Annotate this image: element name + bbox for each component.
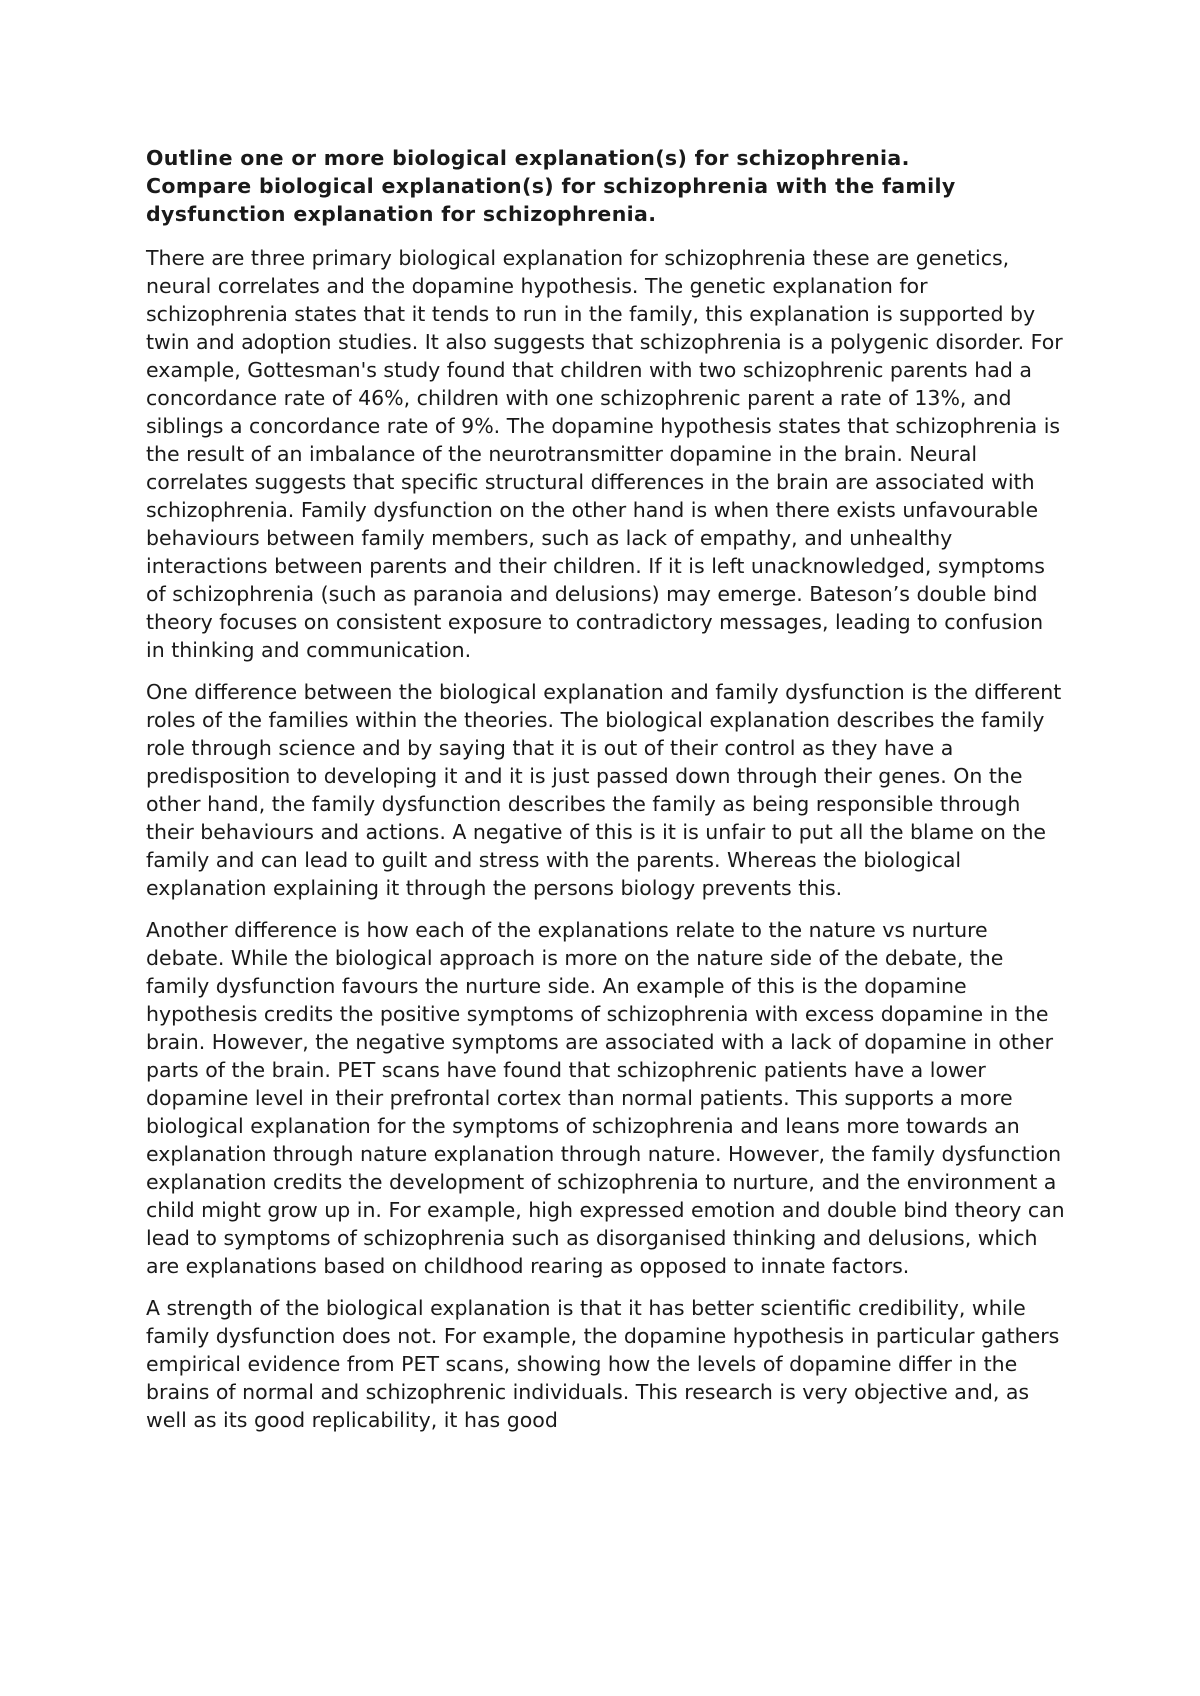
paragraph-nature-nurture: Another difference is how each of the explanations relate to the nature vs nurture debate. While the biological approach is more on the nature side of the debate, the family dysfunction favours the nurture side. An example of this is the dopamine hypothesis credits the positive symptoms of schizophrenia with excess dopamine in the brain. However, the negative symptoms are associated with a lack of dopamine in other parts of the brain. PET scans have found that schizophrenic patients have a lower dopamine level in their prefrontal cortex than normal patients. This supports a more biological explanation for the symptoms of schizophrenia and leans more towards an explanation through nature explanation through nature. However, the family dysfunction explanation credits the development of schizophrenia to nurture, and the environment a child might grow up in. For example, high expressed emotion and double bind theory can lead to symptoms of schizophrenia such as disorganised thinking and delusions, which are explanations based on childhood rearing as opposed to innate factors. <box>146 918 1065 1278</box>
paragraph-family-roles: One difference between the biological explanation and family dysfunction is the different roles of the families within the theories. The biological explanation describes the family role through science and by saying that it is out of their control as they have a predisposition to developing it and it is just passed down through their genes. On the other hand, the family dysfunction describes the family as being responsible through their behaviours and actions. A negative of this is it is unfair to put all the blame on the family and can lead to guilt and stress with the parents. Whereas the biological explanation explaining it through the persons biology prevents this. <box>146 680 1062 900</box>
paragraph-scientific-credibility: A strength of the biological explanation is that it has better scientific credibility, while family dysfunction does not. For example, the dopamine hypothesis in particular gathers empirical evidence from PET scans, showing how the levels of dopamine differ in the brains of normal and schizophrenic individuals. This research is very objective and, as well as its good replicability, it has good <box>146 1296 1060 1432</box>
paragraph-biological-explanations: There are three primary biological explanation for schizophrenia these are genetics, neural correlates and the dopamine hypothesis. The genetic explanation for schizophrenia states that it tends to run in the family, this explanation is supported by twin and adoption studies. It also suggests that schizophrenia is a polygenic disorder. For example, Gottesman's study found that children with two schizophrenic parents had a concordance rate of 46%, children with one schizophrenic parent a rate of 13%, and siblings a concordance rate of 9%. The dopamine hypothesis states that schizophrenia is the result of an imbalance of the neurotransmitter dopamine in the brain. Neural correlates suggests that specific structural differences in the brain are associated with schizophrenia. Family dysfunction on the other hand is when there exists unfavourable behaviours between family members, such as lack of empathy, and unhealthy interactions between parents and their children. If it is left unacknowledged, symptoms of schizophrenia (such as paranoia and delusions) may emerge. Bateson’s double bind theory focuses on consistent exposure to contradictory messages, leading to confusion in thinking and communication. <box>146 246 1063 662</box>
document-page <box>146 144 1066 1448</box>
document-heading: Outline one or more biological explanation(s) for schizophrenia. Compare biological explanation(s) for schizophrenia with the family dysfunction explanation for schizophrenia. <box>146 146 956 226</box>
